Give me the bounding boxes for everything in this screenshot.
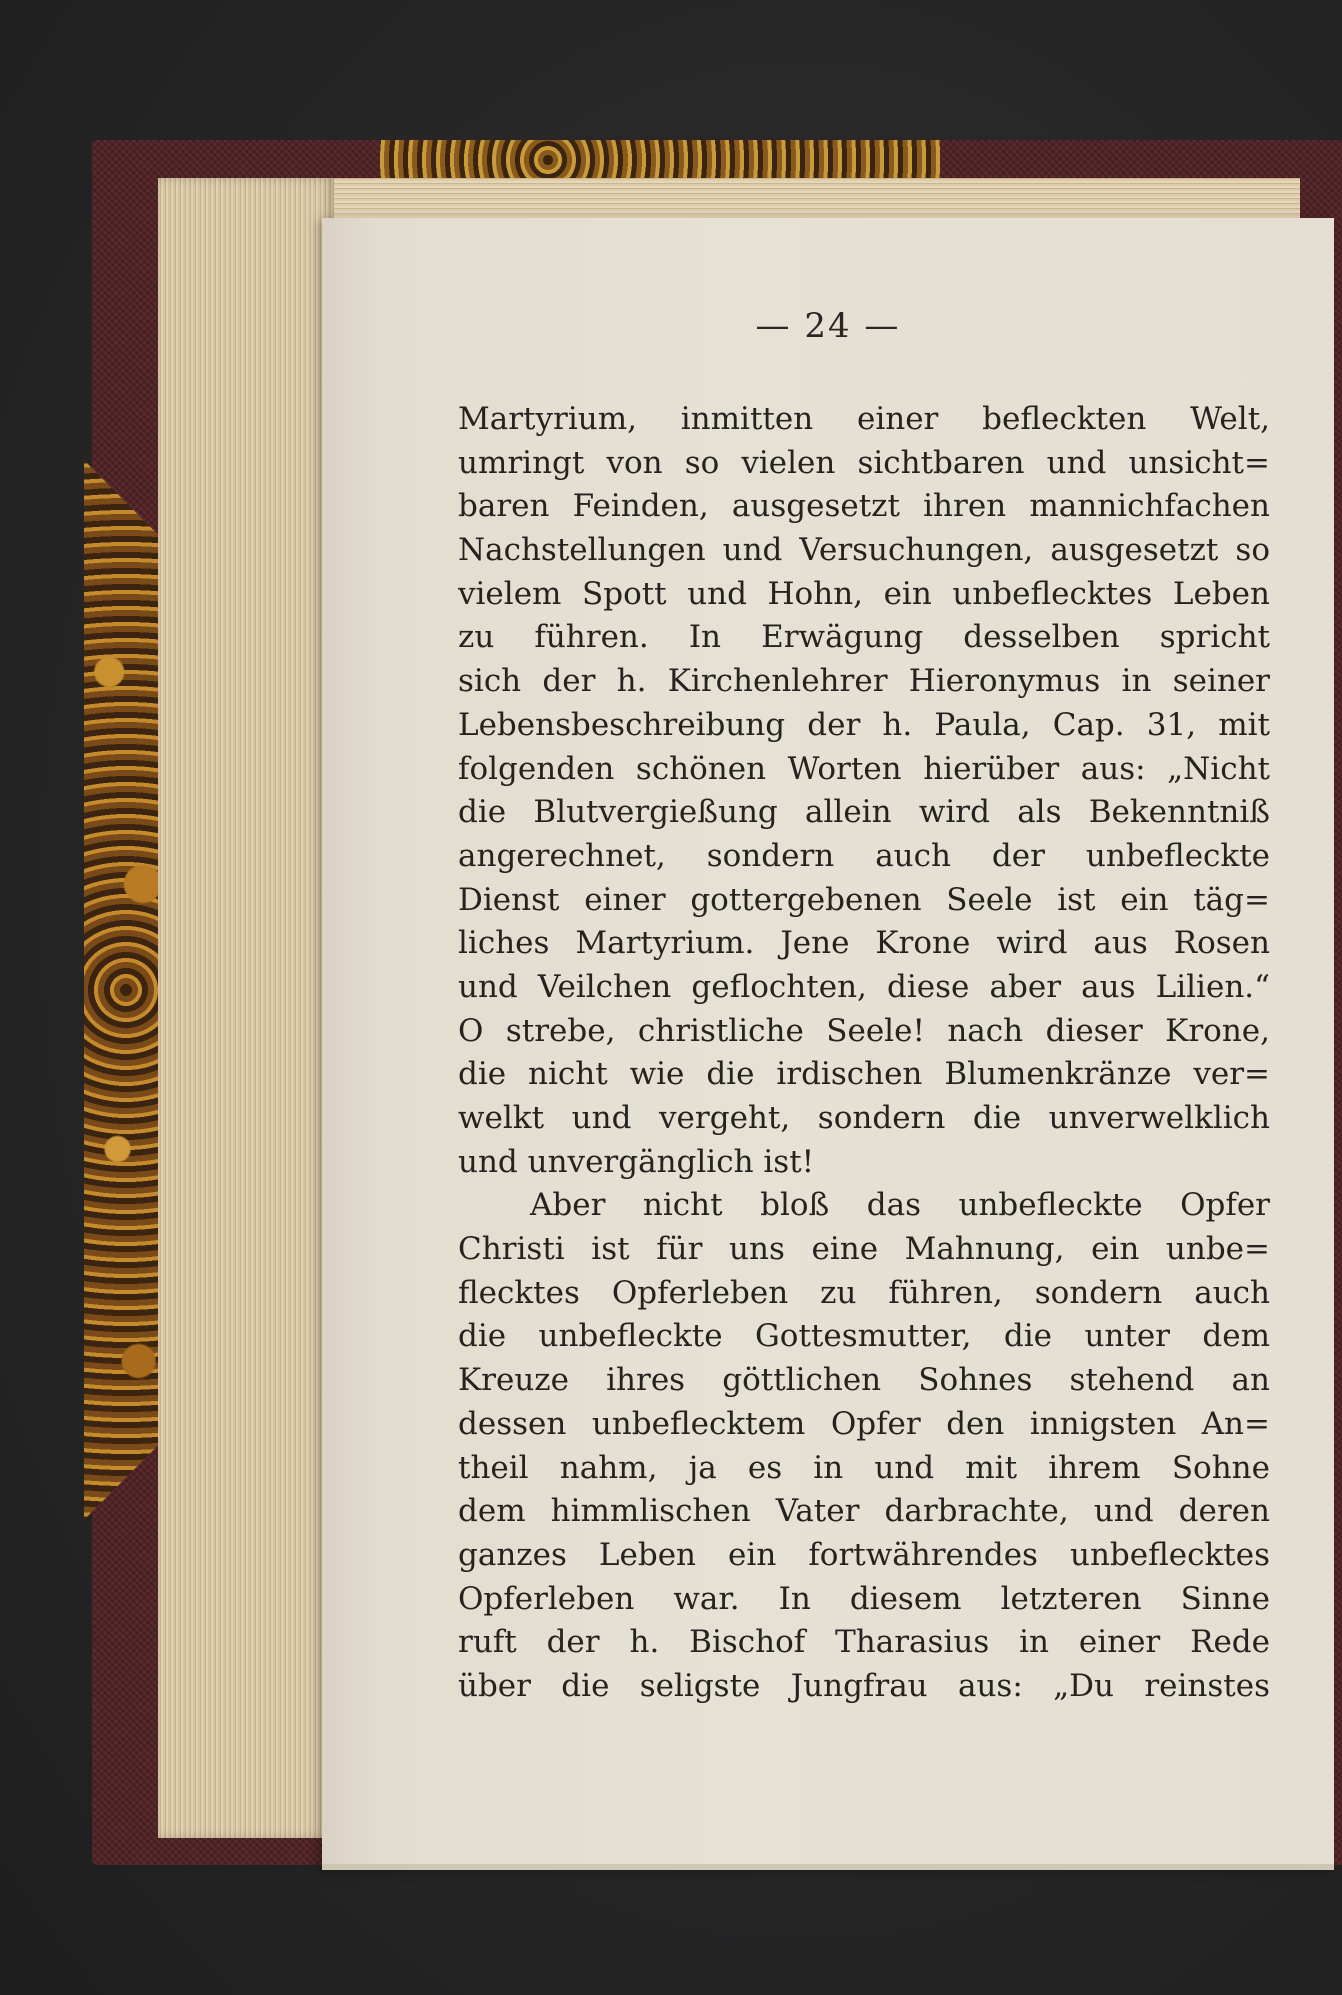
text-line: baren Feinden, ausgesetzt ihren mannichfachen: [458, 488, 1270, 525]
text-line: Aber nicht bloß das unbefleckte Opfer: [530, 1187, 1270, 1224]
marbled-endpaper-top: [380, 140, 940, 180]
text-line: ruft der h. Bischof Tharasius in einer Rede: [458, 1624, 1270, 1661]
text-line: und unvergänglich ist!: [458, 1143, 815, 1180]
marbled-endpaper-left: [84, 460, 168, 1520]
text-line: Lebensbeschreibung der h. Paula, Cap. 31, mit: [458, 706, 1270, 743]
text-line: vielem Spott und Hohn, ein unbeflecktes Leben: [458, 575, 1270, 612]
text-line: die unbefleckte Gottesmutter, die unter dem: [458, 1318, 1270, 1355]
text-line: welkt und vergeht, sondern die unverwelklich: [458, 1100, 1270, 1136]
text-line: die nicht wie die irdischen Blumenkränze ver=: [458, 1056, 1270, 1093]
text-line: flecktes Opferleben zu führen, sondern auch: [458, 1274, 1270, 1311]
text-line: sich der h. Kirchenlehrer Hieronymus in seiner: [458, 663, 1270, 700]
text-line: Nachstellungen und Versuchungen, ausgesetzt so: [458, 532, 1270, 569]
text-line: folgenden schönen Worten hierüber aus: „Nicht: [458, 750, 1270, 787]
text-line: theil nahm, ja es in und mit ihrem Sohne: [458, 1449, 1270, 1486]
book-page: [322, 218, 1334, 1870]
text-line: zu führen. In Erwägung desselben spricht: [458, 619, 1270, 656]
text-line: Dienst einer gottergebenen Seele ist ein täg=: [458, 881, 1270, 918]
text-line: dessen unbeflecktem Opfer den innigsten An=: [458, 1405, 1270, 1442]
text-line: O strebe, christliche Seele! nach dieser Krone,: [458, 1012, 1270, 1049]
text-line: Opferleben war. In diesem letzteren Sinne: [458, 1580, 1270, 1617]
text-line: angerechnet, sondern auch der unbefleckte: [458, 837, 1270, 874]
text-line: und Veilchen geflochten, diese aber aus Lilien.“: [458, 968, 1270, 1005]
page-block-side-edge: [158, 178, 334, 1838]
text-line: Christi ist für uns eine Mahnung, ein unbe=: [458, 1231, 1270, 1268]
text-line: ganzes Leben ein fortwährendes unbeflecktes: [458, 1536, 1270, 1573]
page-number: — 24 —: [755, 306, 901, 346]
text-line: Kreuze ihres göttlichen Sohnes stehend an: [458, 1362, 1270, 1399]
text-line: die Blutvergießung allein wird als Bekenntniß: [458, 794, 1270, 831]
text-line: umringt von so vielen sichtbaren und unsicht=: [458, 444, 1270, 481]
page-text: [458, 398, 1270, 1709]
text-line: liches Martyrium. Jene Krone wird aus Rosen: [458, 925, 1270, 962]
text-line: Martyrium, inmitten einer befleckten Welt,: [458, 401, 1270, 437]
text-line: über die seligste Jungfrau aus: „Du reinstes: [458, 1667, 1270, 1704]
page-bottom-edge: [322, 1864, 1334, 1870]
text-line: dem himmlischen Vater darbrachte, und deren: [458, 1493, 1270, 1530]
